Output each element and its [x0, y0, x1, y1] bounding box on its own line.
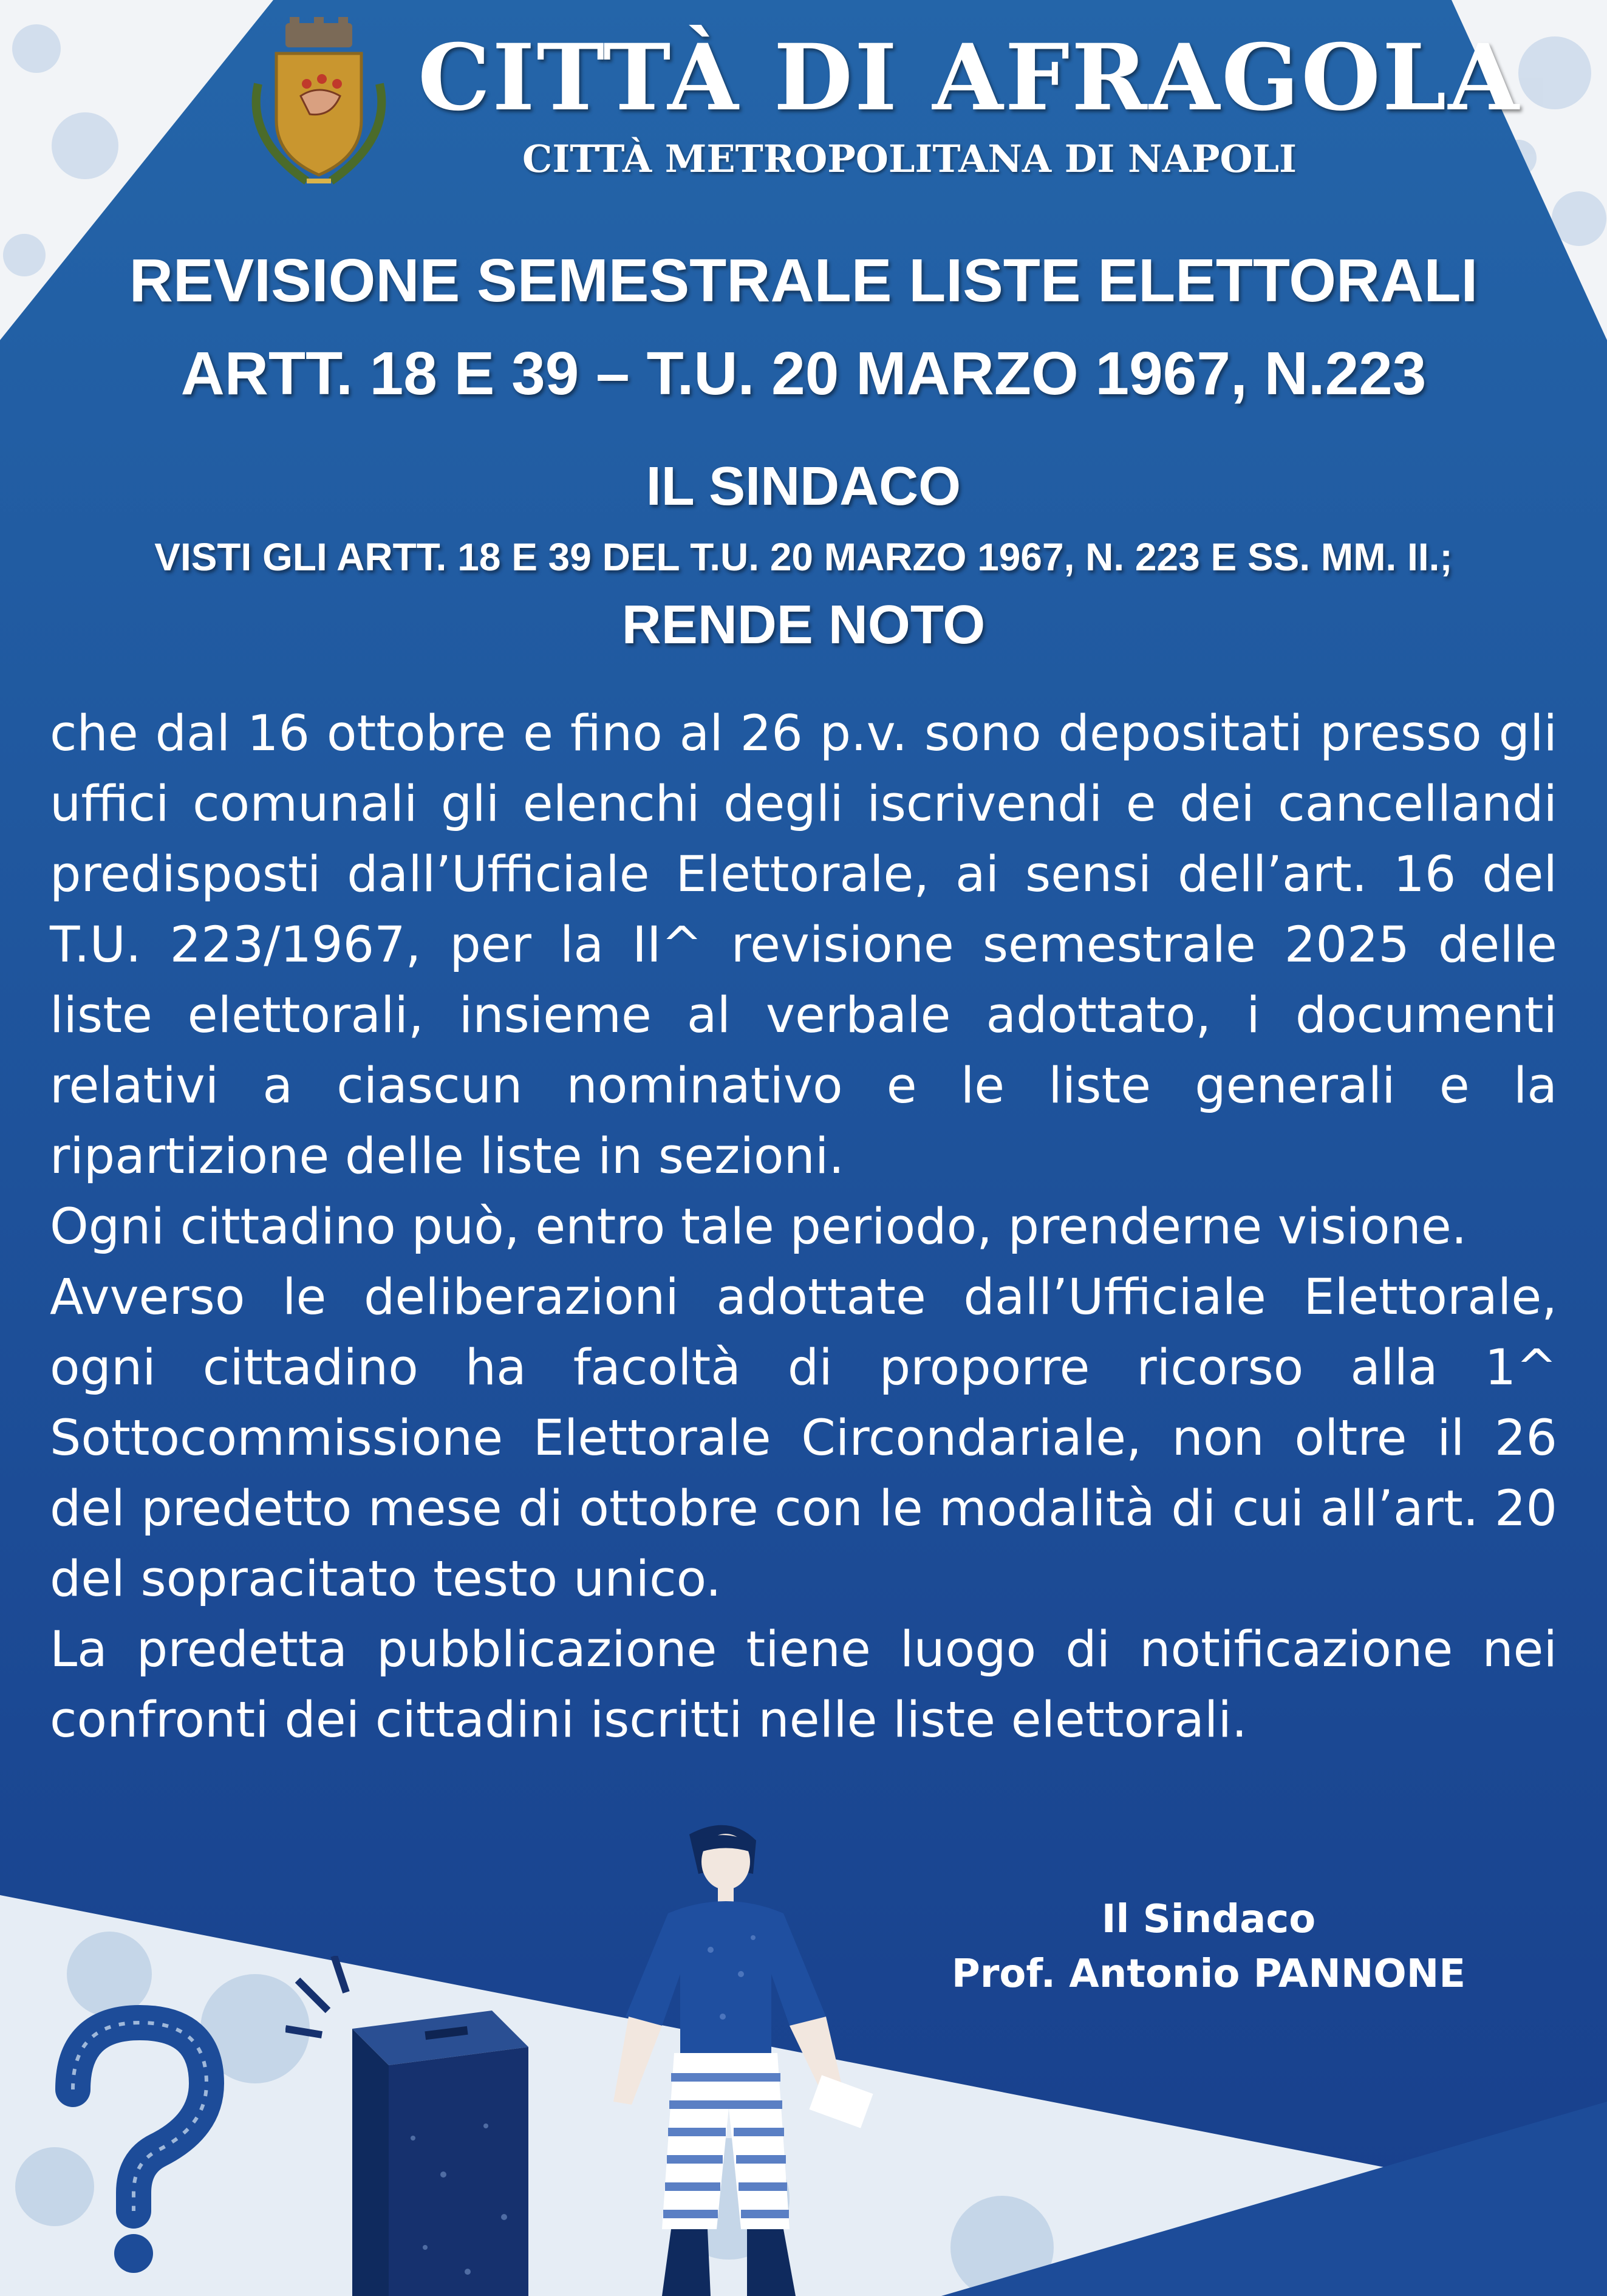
visti-line: VISTI GLI ARTT. 18 E 39 DEL T.U. 20 MARZO 1967, N. 223 E SS. MM. II.; [154, 535, 1453, 579]
notice-paragraph-2: Ogni cittadino può, entro tale periodo, prenderne visione. [50, 1198, 1467, 1256]
title-line-1: REVISIONE SEMESTRALE LISTE ELETTORALI [129, 247, 1478, 315]
woman-figure-icon [571, 1816, 887, 2296]
ballot-box-icon [285, 1956, 541, 2296]
notice-paragraph-4: La predetta pubblicazione tiene luogo di notificazione nei confronti dei cittadini iscritti nelle liste elettorali. [50, 1621, 1557, 1749]
city-name: CITTÀ DI AFRAGOLA [418, 24, 1521, 131]
rende-noto-heading: RENDE NOTO [621, 595, 986, 655]
signature-block [868, 1892, 1549, 2001]
notice-body [50, 699, 1557, 1755]
signature-role: Il Sindaco [1101, 1897, 1316, 1942]
crest-icon [234, 17, 404, 199]
mayor-heading: IL SINDACO [646, 456, 961, 517]
notice-paragraph-3: Avverso le deliberazioni adottate dall’Ufficiale Elettorale, ogni cittadino ha facoltà di proporre ricorso alla 1^ Sottocommissione Elettorale Circondariale, non oltre il 26 del predetto mese di ottobre con le modalità di cui all’art. 20 del sopracitato testo unico. [50, 1269, 1557, 1608]
question-mark-icon [36, 1998, 231, 2278]
signature-name: Prof. Antonio PANNONE [951, 1952, 1466, 1997]
city-subtitle: CITTÀ METROPOLITANA DI NAPOLI [522, 137, 1297, 181]
title-line-2: ARTT. 18 E 39 – T.U. 20 MARZO 1967, N.223 [180, 340, 1427, 408]
notice-paragraph-1: che dal 16 ottobre e fino al 26 p.v. sono depositati presso gli uffici comunali gli elenchi degli iscrivendi e dei cancellandi predisposti dall’Ufficiale Elettorale, ai sensi dell’art. 16 del T.U. 223/1967, per la II^ revisione semestrale 2025 delle liste elettorali, insieme al verbale adottato, i documenti relativi a ciascun nominativo e le liste generali e la ripartizione delle liste in sezioni. [50, 705, 1557, 1185]
